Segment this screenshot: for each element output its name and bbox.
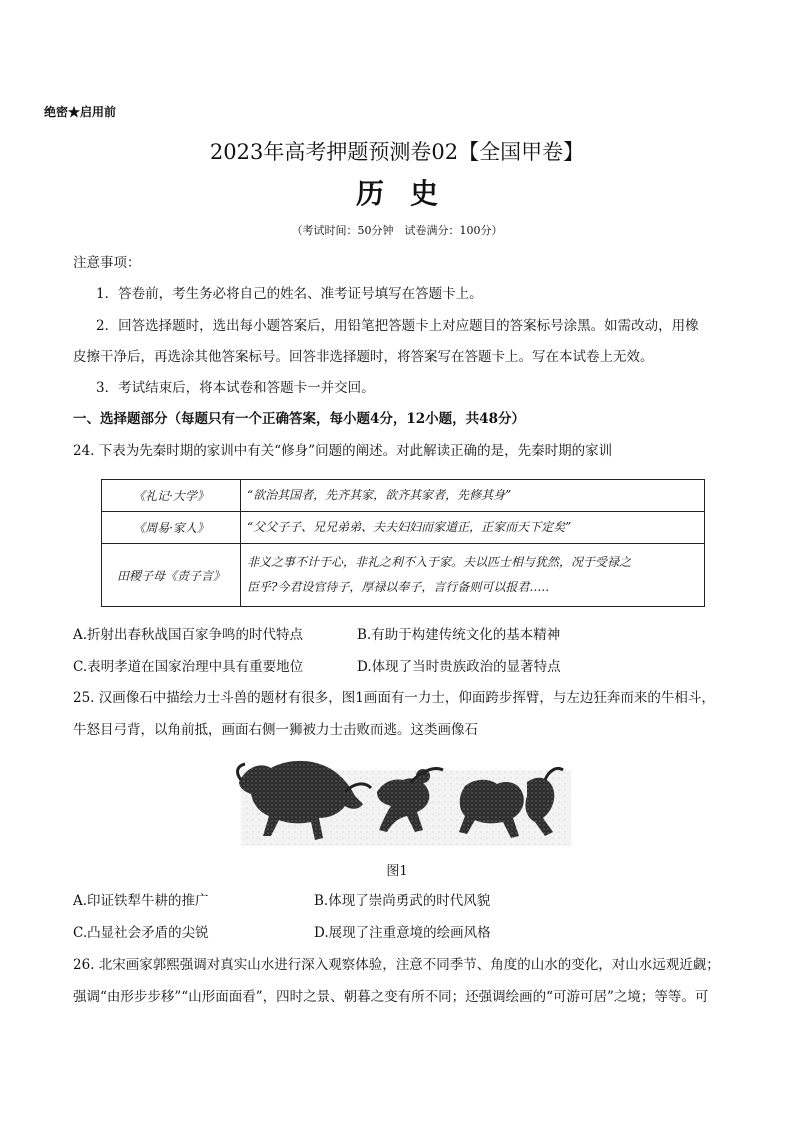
figure-caption: 图1: [386, 864, 408, 879]
note-item-2: 2．回答选择题时，选出每小题答案后，用铅笔把答题卡上对应题目的答案标号涂黑。如需改动，用橡: [96, 318, 699, 334]
table-source-cell: 田稷子母《责子言》: [102, 544, 241, 607]
q25-stem-line-1: 25. 汉画像石中描绘力士斗兽的题材有很多，图1画面有一力士，仰面跨步挥臂，与左边狂奔而来的牛相斗，: [73, 690, 715, 706]
note-item-3: 3．考试结束后，将本试卷和答题卡一并交回。: [96, 380, 375, 396]
table-text-line: 臣乎?今君设官待子，厚禄以奉子，言行备则可以报君…..: [247, 580, 550, 594]
subject-title: 历史: [355, 177, 464, 210]
q24-option-d: D.体现了当时贵族政治的显著特点: [357, 659, 561, 675]
table-text-line: “欲治其国者，先齐其家，欲齐其家者，先修其身”: [247, 488, 512, 502]
notes-heading: 注意事项：: [73, 255, 141, 271]
q25-option-d: D.展现了注重意境的绘画风格: [314, 925, 491, 941]
family-precepts-table: [101, 479, 705, 607]
q24-option-b: B.有助于构建传统文化的基本精神: [357, 627, 561, 643]
table-source-cell: 《周易·家人》: [102, 512, 241, 544]
table-text-cell: [241, 512, 705, 544]
q25-option-b: B.体现了崇尚勇武的时代风貌: [314, 893, 491, 909]
q25-stem-line-2: 牛怒目弓背，以角前抵，画面右侧一狮被力士击败而逃。这类画像石: [73, 722, 478, 738]
table-text-cell: [241, 544, 705, 607]
note-item-1: 1．答卷前，考生务必将自己的姓名、准考证号填写在答题卡上。: [96, 286, 483, 302]
confidential-label: 绝密★启用前: [44, 105, 117, 119]
table-row: [102, 544, 705, 607]
exam-title: 2023年高考押题预测卷02【全国甲卷】: [209, 140, 585, 164]
note-item-2-cont: 皮擦干净后，再选涂其他答案标号。回答非选择题时，将答案写在答题卡上。写在本试卷上无效。: [73, 349, 654, 365]
table-row: [102, 480, 705, 512]
section-heading: 一、选择题部分（每题只有一个正确答案，每小题4分，12小题，共48分）: [73, 411, 525, 427]
q24-stem: 24. 下表为先秦时期的家训中有关“修身”问题的阐述。对此解读正确的是，先秦时期的家训: [73, 443, 613, 459]
exam-time-info: （考试时间：50分钟 试卷满分：100分）: [291, 224, 503, 237]
q25-option-c: C.凸显社会矛盾的尖锐: [73, 925, 209, 941]
q24-option-a: A.折射出春秋战国百家争鸣的时代特点: [73, 627, 304, 643]
q24-option-c: C.表明孝道在国家治理中具有重要地位: [73, 659, 304, 675]
table-text-line: 非义之事不计于心，非礼之利不入于家。夫以匹士相与犹然，况于受禄之: [247, 555, 632, 569]
q26-stem-line-2: 强调“由形步步移”“山形面面看”，四时之景、朝暮之变有所不同；还强调绘画的“可游可居”之境；等等。可: [73, 989, 709, 1005]
table-source-cell: 《礼记·大学》: [102, 480, 241, 512]
table-text-line: “父父子子、兄兄弟弟、夫夫妇妇而家道正，正家而天下定矣”: [247, 520, 572, 534]
table-text-cell: [241, 480, 705, 512]
stone-relief-figure: [227, 752, 575, 848]
table-row: [102, 512, 705, 544]
q26-stem-line-1: 26. 北宋画家郭熙强调对真实山水进行深入观察体验，注意不同季节、角度的山水的变化，对山水远观近觑；: [73, 957, 720, 973]
q25-option-a: A.印证铁犁牛耕的推广: [73, 893, 209, 909]
